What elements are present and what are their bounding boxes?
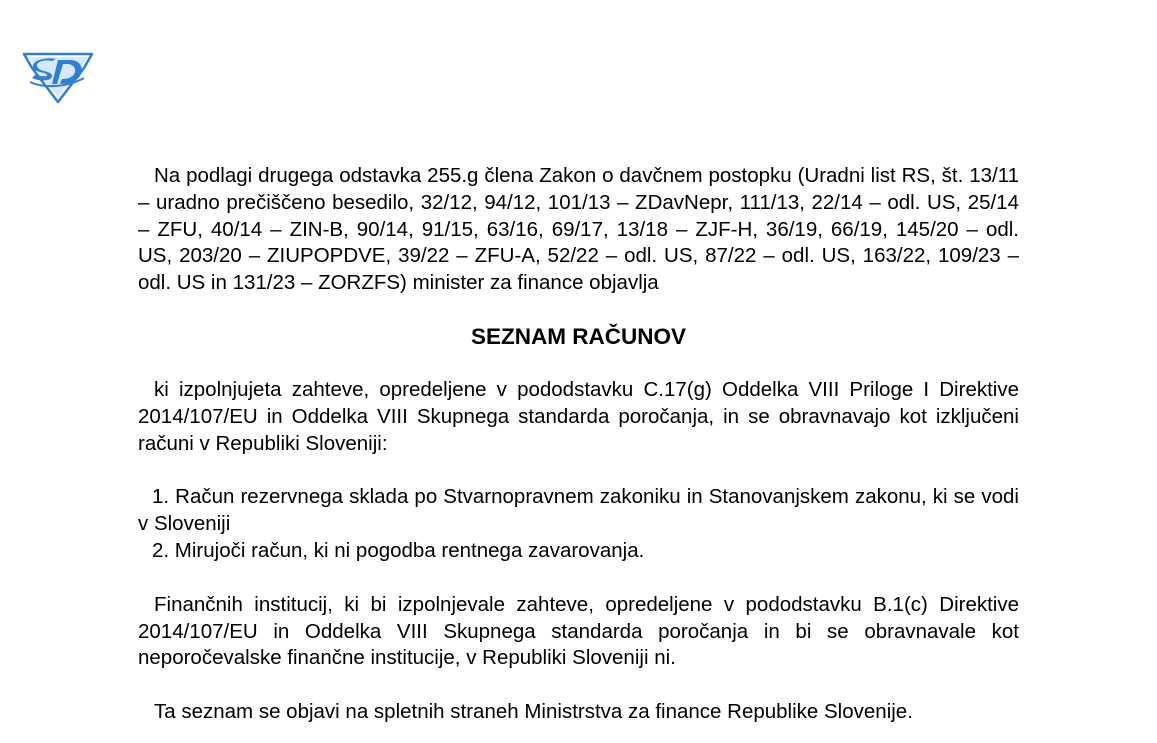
institutions-paragraph: Finančnih institucij, ki bi izpolnjevale zahteve, opredeljene v pododstavku B.1(c) Direktive 2014/107/EU in Oddelka VIII Skupnega standarda poročanja in bi se obravnavale kot neporočevalske finančne institucije, v Republiki Sloveniji ni. (138, 592, 1019, 670)
shield-logo-icon (22, 48, 94, 104)
document-body (138, 163, 1019, 726)
scope-paragraph: ki izpolnjujeta zahteve, opredeljene v pododstavku C.17(g) Oddelka VIII Priloge I Direktive 2014/107/EU in Oddelka VIII Skupnega standarda poročanja, in se obravnavajo kot izključeni računi v Republiki Sloveniji: (138, 377, 1019, 455)
list-item: 2. Mirujoči račun, ki ni pogodba rentnega zavarovanja. (152, 538, 645, 562)
list-item: 1. Račun rezervnega sklada po Stvarnopravnem zakoniku in Stanovanjskem zakonu, ki se vodi v Sloveniji (138, 485, 1019, 536)
intro-paragraph: Na podlagi drugega odstavka 255.g člena Zakon o davčnem postopku (Uradni list RS, št. 13/11 – uradno prečiščeno besedilo, 32/12, 94/12, 101/13 – ZDavNepr, 111/13, 22/14 – odl. US, 25/14 – ZFU, 40/14 – ZIN-B, 90/14, 91/15, 63/16, 69/17, 13/18 – ZJF-H, 36/19, 66/19, 145/20 – odl. US, 203/20 – ZIUPOPDVE, 39/22 – ZFU-A, 52/22 – odl. US, 87/22 – odl. US, 163/22, 109/23 – odl. US in 131/23 – ZORZFS) minister za finance objavlja (138, 164, 1019, 295)
publication-paragraph: Ta seznam se objavi na spletnih straneh Ministrstva za finance Republike Slovenije. (154, 700, 913, 724)
document-title: SEZNAM RAČUNOV (470, 323, 686, 349)
